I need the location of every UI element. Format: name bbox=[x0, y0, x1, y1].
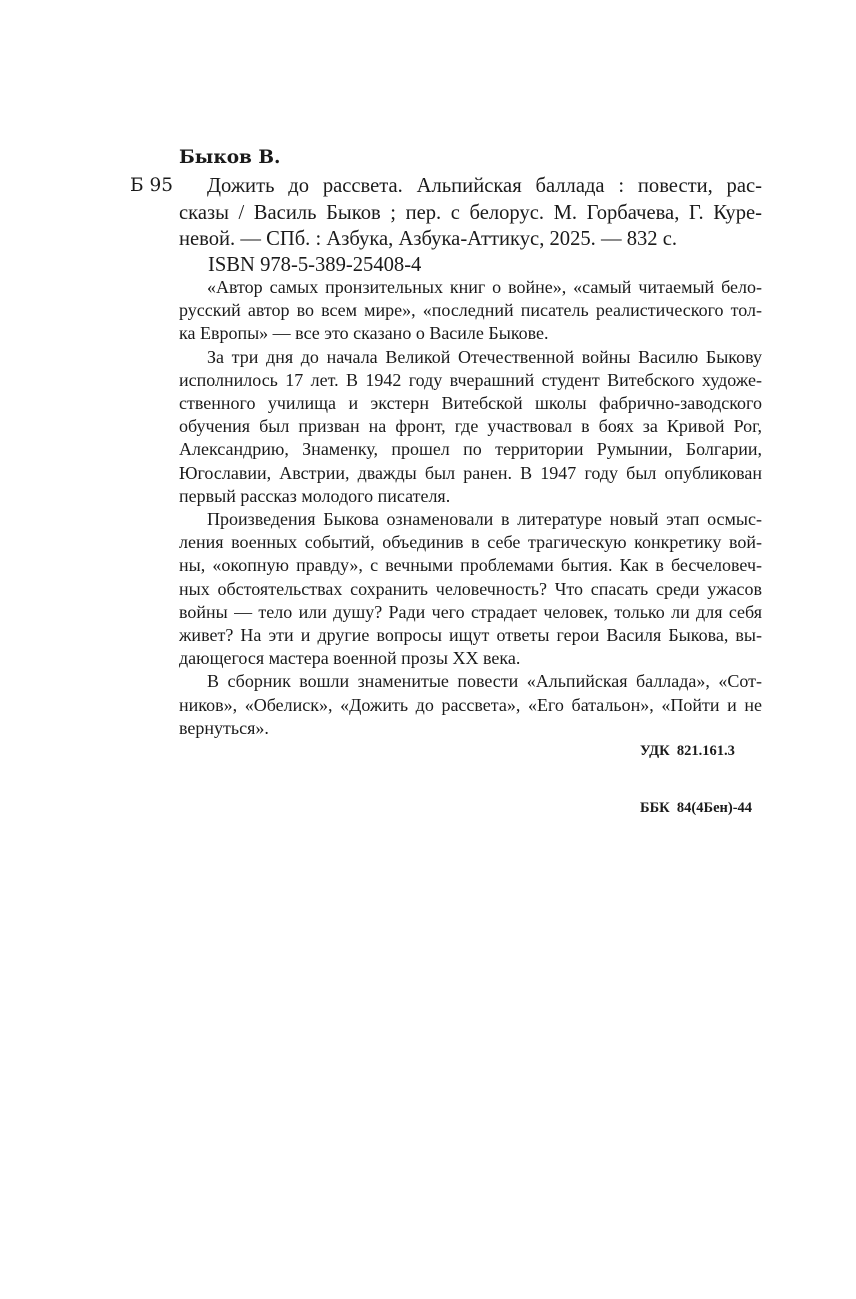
classmark: Б 95 bbox=[130, 175, 174, 196]
annotation-line: ны, «окопную правду», с вечными проблемами бытия. Как в бесчеловеч- bbox=[179, 555, 762, 576]
annotation-line: Александрию, Знаменку, прошел по территории Румынии, Болгарии, bbox=[179, 439, 762, 460]
description-line: Дожить до рассвета. Альпийская баллада : повести, рас- bbox=[207, 175, 762, 197]
description-line: невой. — СПб. : Азбука, Азбука-Аттикус, 2025. — 832 с. bbox=[179, 228, 678, 251]
annotation-paragraph bbox=[179, 508, 762, 670]
annotation-line: Произведения Быкова ознаменовали в литературе новый этап осмыс- bbox=[207, 509, 762, 530]
annotation-line: войны — тело или душу? Ради чего страдает человек, только ли для себя bbox=[179, 601, 762, 622]
annotation-line: ственного училища и экстерн Витебской школы фабрично-заводского bbox=[179, 393, 762, 414]
annotation-line: вернуться». bbox=[179, 717, 269, 738]
annotation-paragraph bbox=[179, 276, 762, 346]
annotation-line: ления военных событий, объединив в себе трагическую конкретику вой- bbox=[179, 532, 762, 553]
classification-codes bbox=[640, 704, 752, 856]
annotation-line: ников», «Обелиск», «Дожить до рассвета», «Его батальон», «Пойти и не bbox=[179, 694, 762, 715]
annotation bbox=[179, 276, 762, 740]
annotation-line: «Автор самых пронзительных книг о войне», «самый читаемый бело- bbox=[207, 277, 762, 297]
annotation-line: ных обстоятельствах сохранить человечность? Что спасать среди ужасов bbox=[179, 578, 762, 599]
annotation-paragraph bbox=[179, 346, 762, 508]
annotation-line: ка Европы» — все это сказано о Василе Быкове. bbox=[179, 323, 549, 344]
annotation-line: Югославии, Австрии, дважды был ранен. В 1947 году был опубликован bbox=[179, 462, 762, 483]
bibliographic-description bbox=[179, 173, 762, 253]
udk-code: УДК 821.161.3 bbox=[640, 743, 735, 759]
annotation-line: исполнилось 17 лет. В 1942 году вчерашний студент Витебского художе- bbox=[179, 369, 762, 390]
annotation-line: За три дня до начала Великой Отечественной войны Василю Быкову bbox=[207, 346, 762, 367]
annotation-line: живет? На эти и другие вопросы ищут ответы герои Василя Быкова, вы- bbox=[179, 625, 762, 646]
isbn: ISBN 978-5-389-25408-4 bbox=[208, 254, 422, 276]
annotation-line: русский автор во всем мире», «последний писатель реалистического тол- bbox=[179, 300, 762, 321]
annotation-line: обучения был призван на фронт, где участвовал в боях за Кривой Рог, bbox=[179, 416, 762, 437]
annotation-line: В сборник вошли знаменитые повести «Альпийская баллада», «Сот- bbox=[207, 671, 762, 692]
annotation-line: дающегося мастера военной прозы XX века. bbox=[179, 648, 521, 669]
author-heading: Быков В. bbox=[179, 147, 281, 168]
description-line: сказы / Василь Быков ; пер. с белорус. М. Горбачева, Г. Куре- bbox=[179, 201, 762, 224]
bbk-code: ББК 84(4Бен)-44 bbox=[640, 800, 753, 816]
annotation-line: первый рассказ молодого писателя. bbox=[179, 485, 451, 506]
